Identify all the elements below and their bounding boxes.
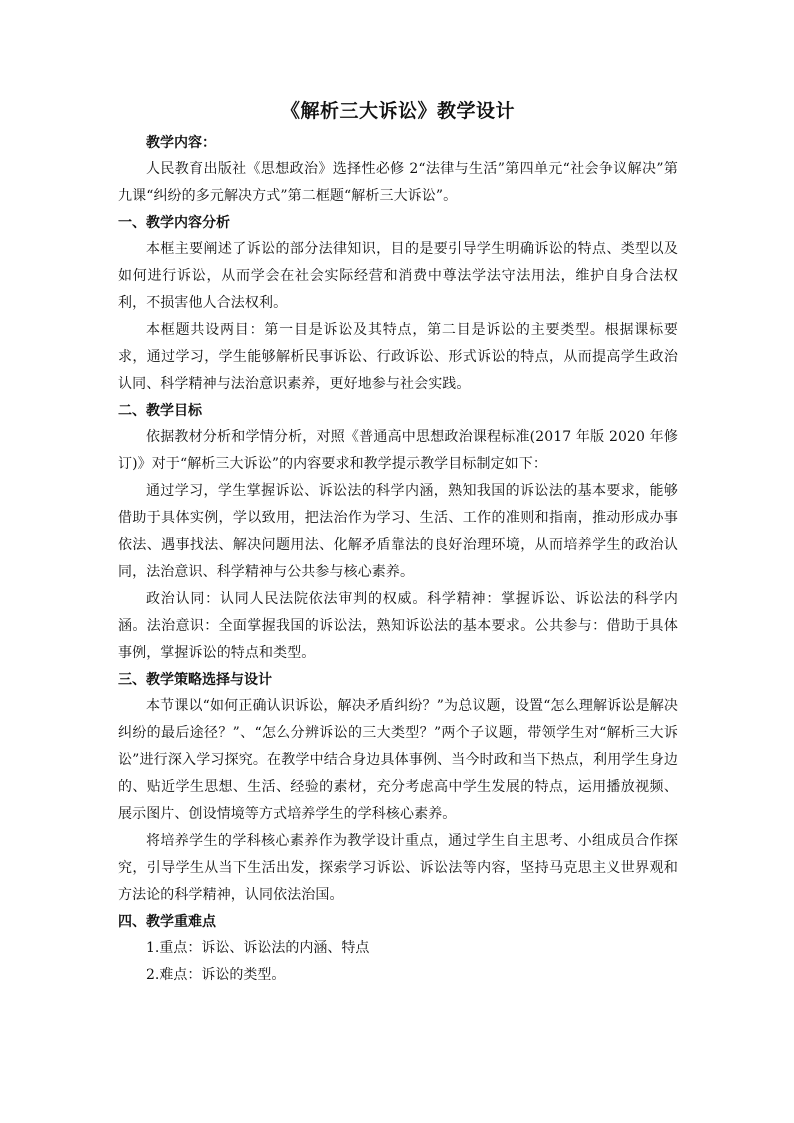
list-item: 2.难点：诉讼的类型。 [146, 967, 286, 983]
paragraph: 本节课以“如何正确认识诉讼，解决矛盾纠纷？”为总议题，设置“怎么理解诉讼是解决纠纷的最后途径？”、“怎么分辨诉讼的三大类型？”两个子议题，带领学生对“解析三大诉讼”进行深入学习探究。在教学中结合身边具体事例、当今时政和当下热点，利用学生身边的、贴近学生思想、生活、经验的素材，充分考虑高中学生发展的特点，运用播放视频、展示图片、创设情境等方式培养学生的学科核心素养。 [118, 698, 678, 822]
paragraph: 本框主要阐述了诉讼的部分法律知识，目的是要引导学生明确诉讼的特点、类型以及如何进行诉讼，从而学会在社会实际经营和消费中尊法学法守法用法，维护自身合法权利，不损害他人合法权利。 [118, 241, 678, 311]
paragraph: 政治认同：认同人民法院依法审判的权威。科学精神：掌握诉讼、诉讼法的科学内涵。法治意识：全面掌握我国的诉讼法，熟知诉讼法的基本要求。公共参与：借助于具体事例，掌握诉讼的特点和类型。 [118, 591, 678, 661]
paragraph: 通过学习，学生掌握诉讼、诉讼法的科学内涵，熟知我国的诉讼法的基本要求，能够借助于具体实例，学以致用，把法治作为学习、生活、工作的准则和指南，推动形成办事依法、遇事找法、解决问题用法、化解矛盾靠法的良好治理环境，从而培养学生的政治认同，法治意识、科学精神与公共参与核心素养。 [118, 483, 678, 580]
document-page [118, 98, 678, 989]
paragraph: 将培养学生的学科核心素养作为教学设计重点，通过学生自主思考、小组成员合作探究，引导学生从当下生活出发，探索学习诉讼、诉讼法等内容，坚持马克思主义世界观和方法论的科学精神，认同依法治国。 [118, 833, 678, 903]
section-heading-key-difficulties: 四、教学重难点 [118, 914, 216, 930]
section-heading-teaching-strategy: 三、教学策略选择与设计 [118, 672, 272, 688]
document-title: 《解析三大诉讼》教学设计 [280, 100, 515, 122]
section-heading-teaching-goals: 二、教学目标 [118, 403, 202, 419]
list-item: 1.重点：诉讼、诉讼法的内涵、特点 [146, 940, 370, 956]
section-heading-content-analysis: 一、教学内容分析 [118, 215, 230, 231]
paragraph: 依据教材分析和学情分析，对照《普通高中思想政治课程标准(2017 年版 2020 年修订)》对于“解析三大诉讼”的内容要求和教学提示教学目标制定如下： [118, 429, 678, 472]
content-paragraph: 人民教育出版社《思想政治》选择性必修 2“法律与生活”第四单元“社会争议解决”第九课“纠纷的多元解决方式”第二框题“解析三大诉讼”。 [118, 161, 678, 204]
content-heading: 教学内容： [146, 135, 216, 151]
paragraph: 本框题共设两目：第一目是诉讼及其特点，第二目是诉讼的主要类型。根据课标要求，通过学习，学生能够解析民事诉讼、行政诉讼、形式诉讼的特点，从而提高学生政治认同、科学精神与法治意识素养，更好地参与社会实践。 [118, 322, 678, 392]
